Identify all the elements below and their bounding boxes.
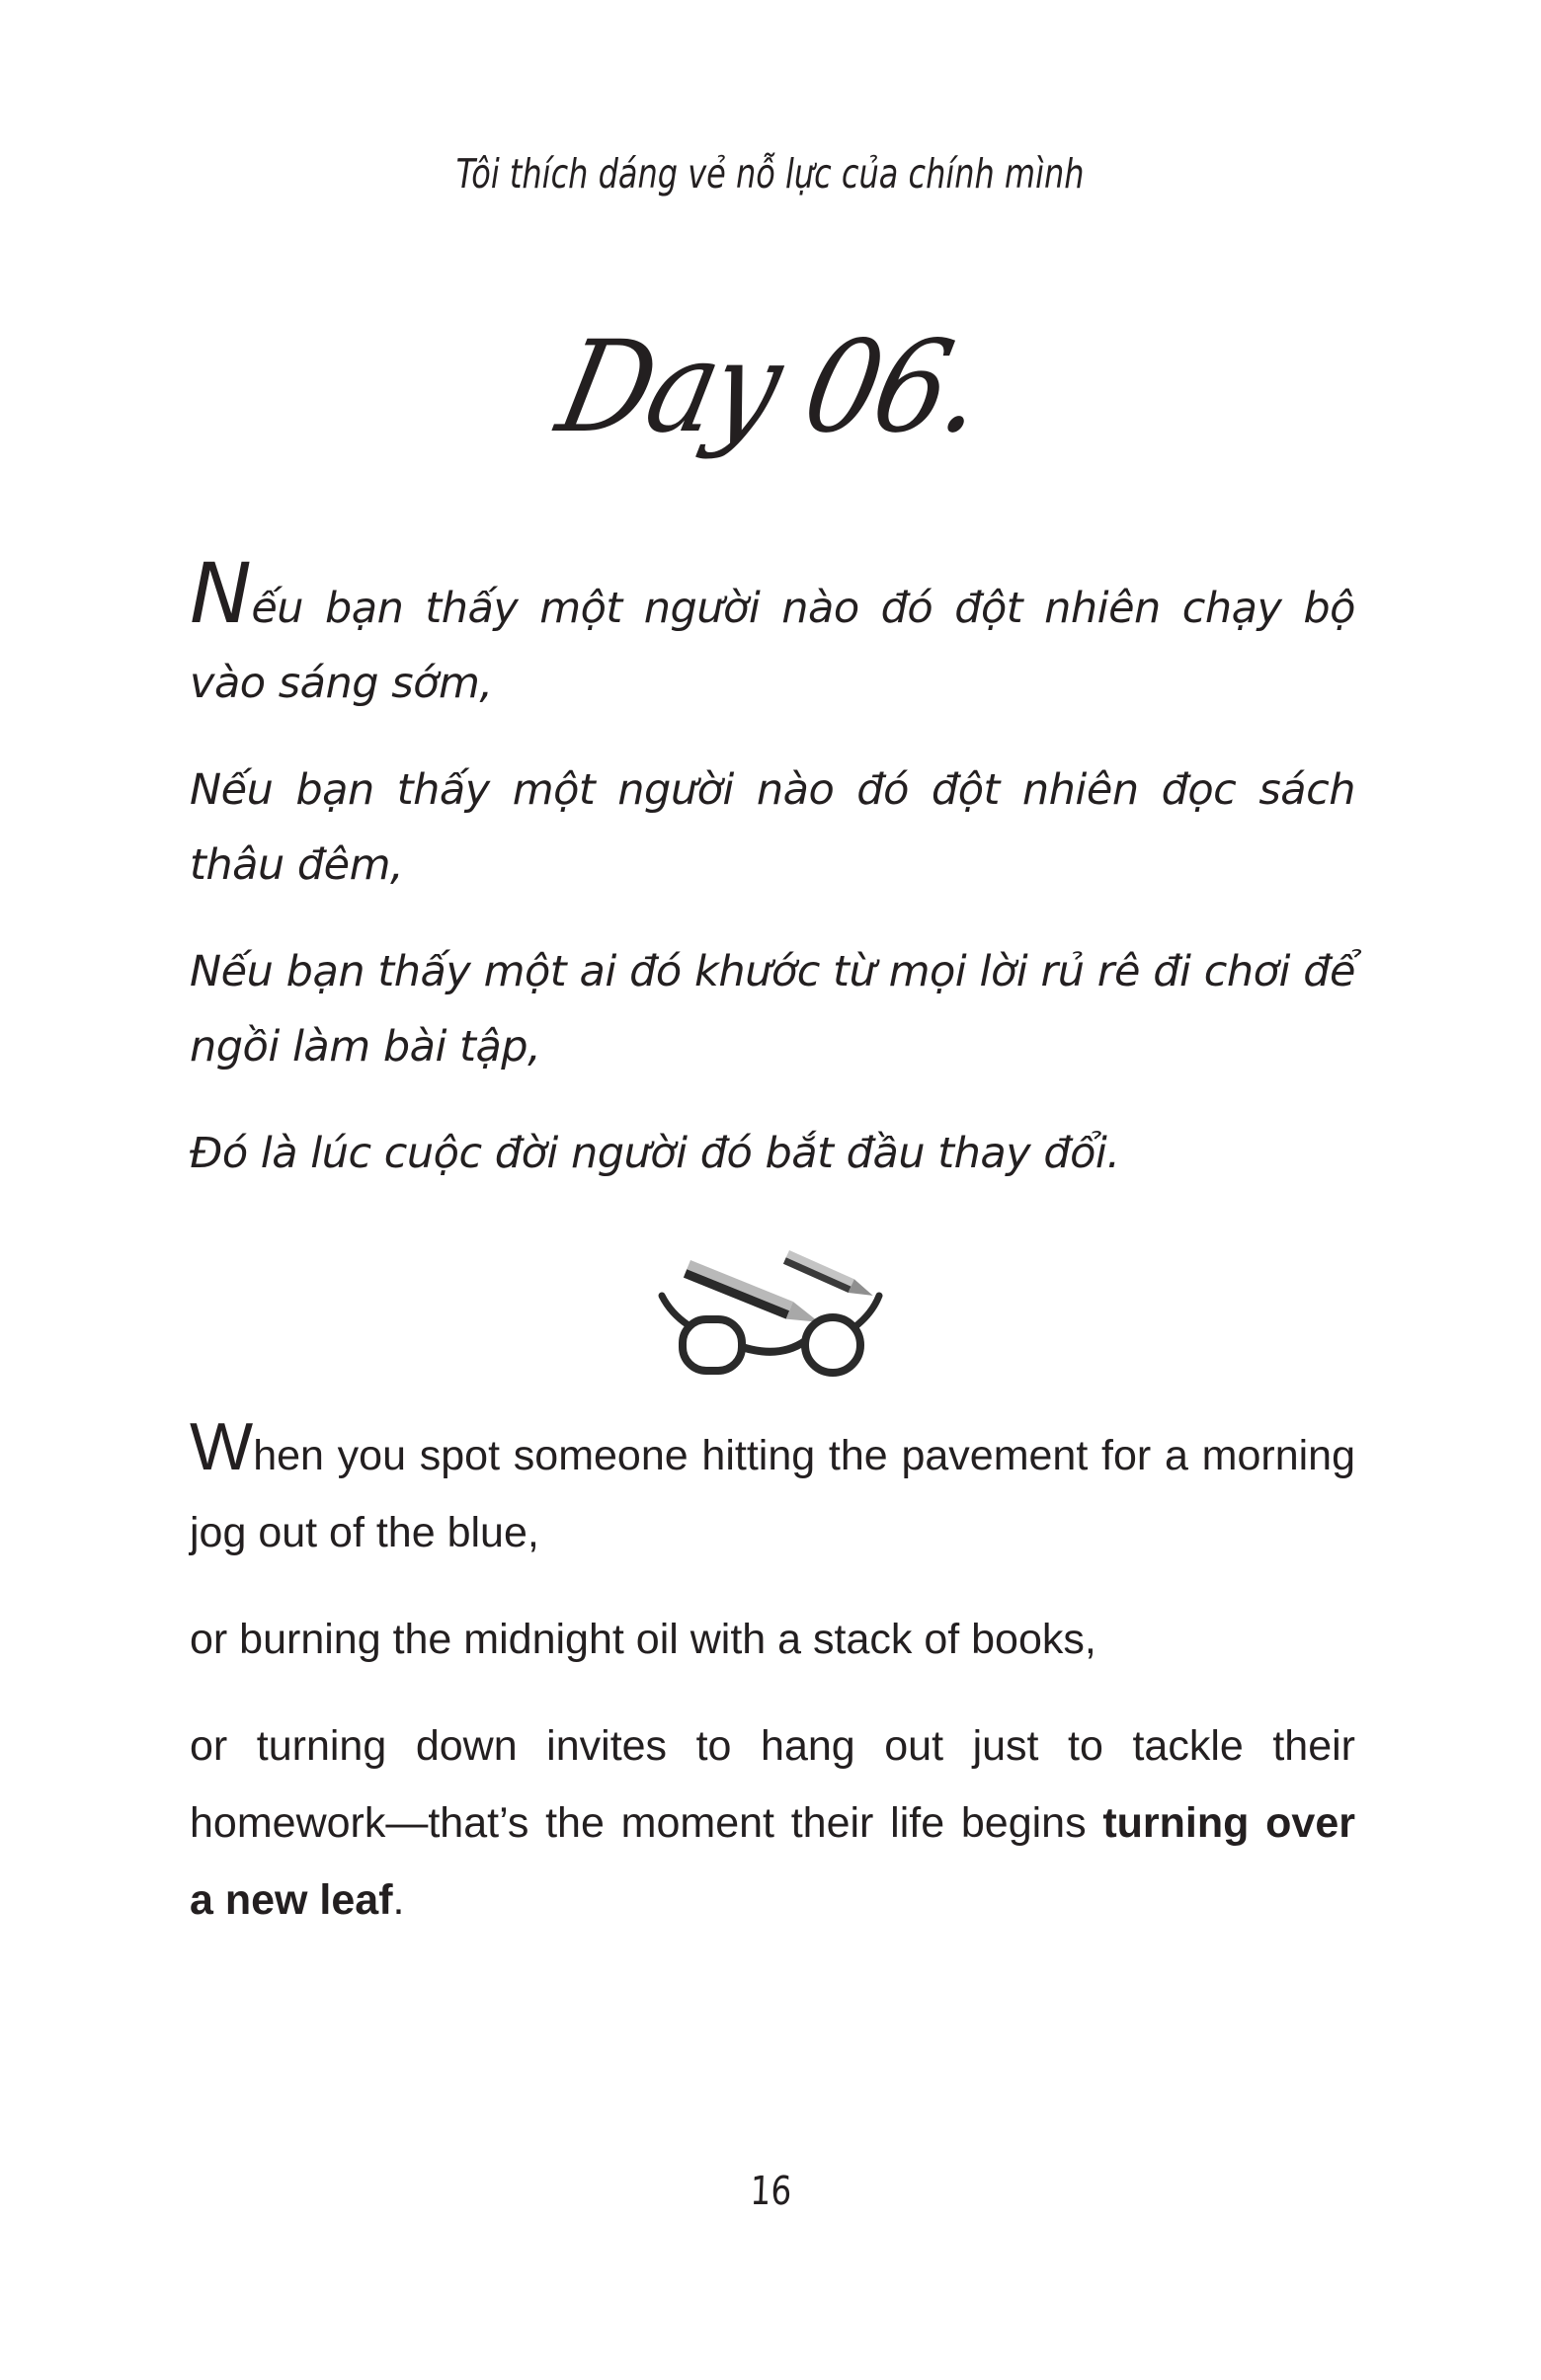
english-paragraph-1-text: hen you spot someone hitting the pavement for a morning jog out of the blue,	[190, 1432, 1355, 1556]
vietnamese-paragraph-2: Nếu bạn thấy một người nào đó đột nhiên đọc sách thâu đêm,	[190, 765, 1355, 890]
english-paragraph-2: or burning the midnight oil with a stack of books,	[190, 1616, 1096, 1663]
english-dropcap: W	[190, 1409, 254, 1484]
day-title	[0, 314, 1541, 461]
vietnamese-paragraph-3: Nếu bạn thấy một ai đó khước từ mọi lời rủ rê đi chơi để ngồi làm bài tập,	[190, 947, 1355, 1071]
vietnamese-paragraph-1	[190, 545, 1355, 721]
english-paragraph-3-text: or turning down invites to hang out just to tackle their homework—that’s the moment their life begins	[190, 1722, 1355, 1847]
vietnamese-paragraph-4: Đó là lúc cuộc đời người đó bắt đầu thay đổi.	[190, 1129, 1120, 1178]
day-title-text: Day 06.	[546, 314, 995, 461]
english-paragraph-3-bold: turning over a new leaf	[190, 1799, 1355, 1924]
vietnamese-dropcap: N	[190, 545, 252, 642]
pencils-and-glasses-icon	[649, 1232, 896, 1379]
text-column	[190, 545, 1355, 1939]
english-paragraph-1	[190, 1409, 1355, 1571]
english-paragraph-3-period: .	[392, 1876, 405, 1924]
section-divider	[190, 1232, 1355, 1384]
page-footer	[0, 2169, 1541, 2214]
running-header-text: Tôi thích dáng vẻ nỗ lực của chính mình	[456, 150, 1085, 198]
vietnamese-paragraph-1-text: ếu bạn thấy một người nào đó đột nhiên chạy bộ vào sáng sớm,	[190, 584, 1355, 708]
page-number: 16	[749, 2169, 792, 2214]
running-header	[0, 150, 1541, 198]
english-paragraph-3	[190, 1707, 1355, 1939]
